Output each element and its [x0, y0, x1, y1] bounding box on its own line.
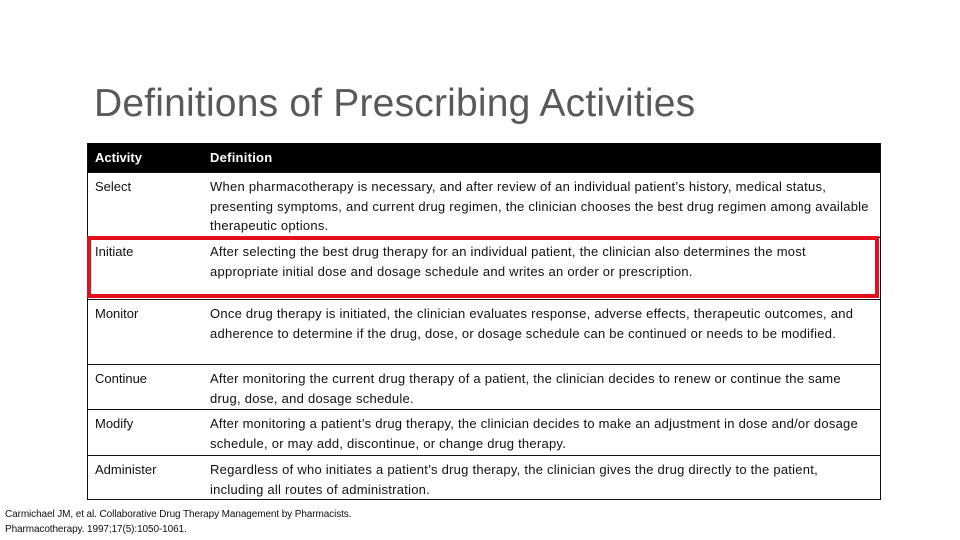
table-row — [88, 364, 880, 409]
definition-cell: After monitoring a patient’s drug therapy, the clinician decides to make an adjustment in dose and/or dosage schedule, or may add, discontinue, or change drug therapy. — [210, 416, 859, 451]
definition-cell: After monitoring the current drug therapy of a patient, the clinician decides to renew or continue the same drug, dose, and dosage schedule. — [210, 371, 841, 406]
activity-cell: Monitor — [95, 306, 139, 321]
column-header-activity: Activity — [95, 150, 142, 165]
activity-cell: Initiate — [95, 244, 134, 259]
citation-line-2: Pharmacotherapy. 1997;17(5):1050-1061. — [5, 524, 187, 535]
table-row — [88, 172, 880, 237]
activity-cell: Continue — [95, 371, 148, 386]
table-row — [88, 455, 880, 499]
table-header-row — [88, 143, 880, 172]
activity-cell: Select — [95, 179, 132, 194]
column-header-definition: Definition — [210, 150, 273, 165]
definition-cell: After selecting the best drug therapy for an individual patient, the clinician also determines the most appropriate initial dose and dosage schedule and writes an order or prescription. — [210, 244, 806, 279]
activity-cell: Administer — [95, 462, 157, 477]
table-row — [88, 237, 880, 299]
definition-cell: Regardless of who initiates a patient’s drug therapy, the clinician gives the drug directly to the patient, including all routes of administration. — [210, 462, 818, 497]
citation-line-1: Carmichael JM, et al. Collaborative Drug Therapy Management by Pharmacists. — [5, 509, 352, 520]
table-row — [88, 409, 880, 455]
prescribing-activities-table — [87, 143, 881, 500]
definition-cell: Once drug therapy is initiated, the clinician evaluates response, adverse effects, therapeutic outcomes, and adherence to determine if the drug, dose, or dosage schedule can be continued or needs to be modified. — [210, 306, 854, 341]
activity-cell: Modify — [95, 416, 134, 431]
definition-cell: When pharmacotherapy is necessary, and after review of an individual patient’s history, medical status, presenting symptoms, and current drug regimen, the clinician chooses the best drug regimen among available therapeutic options. — [210, 179, 869, 233]
table-row — [88, 299, 880, 364]
page-title: Definitions of Prescribing Activities — [94, 82, 696, 125]
citation — [5, 507, 351, 537]
